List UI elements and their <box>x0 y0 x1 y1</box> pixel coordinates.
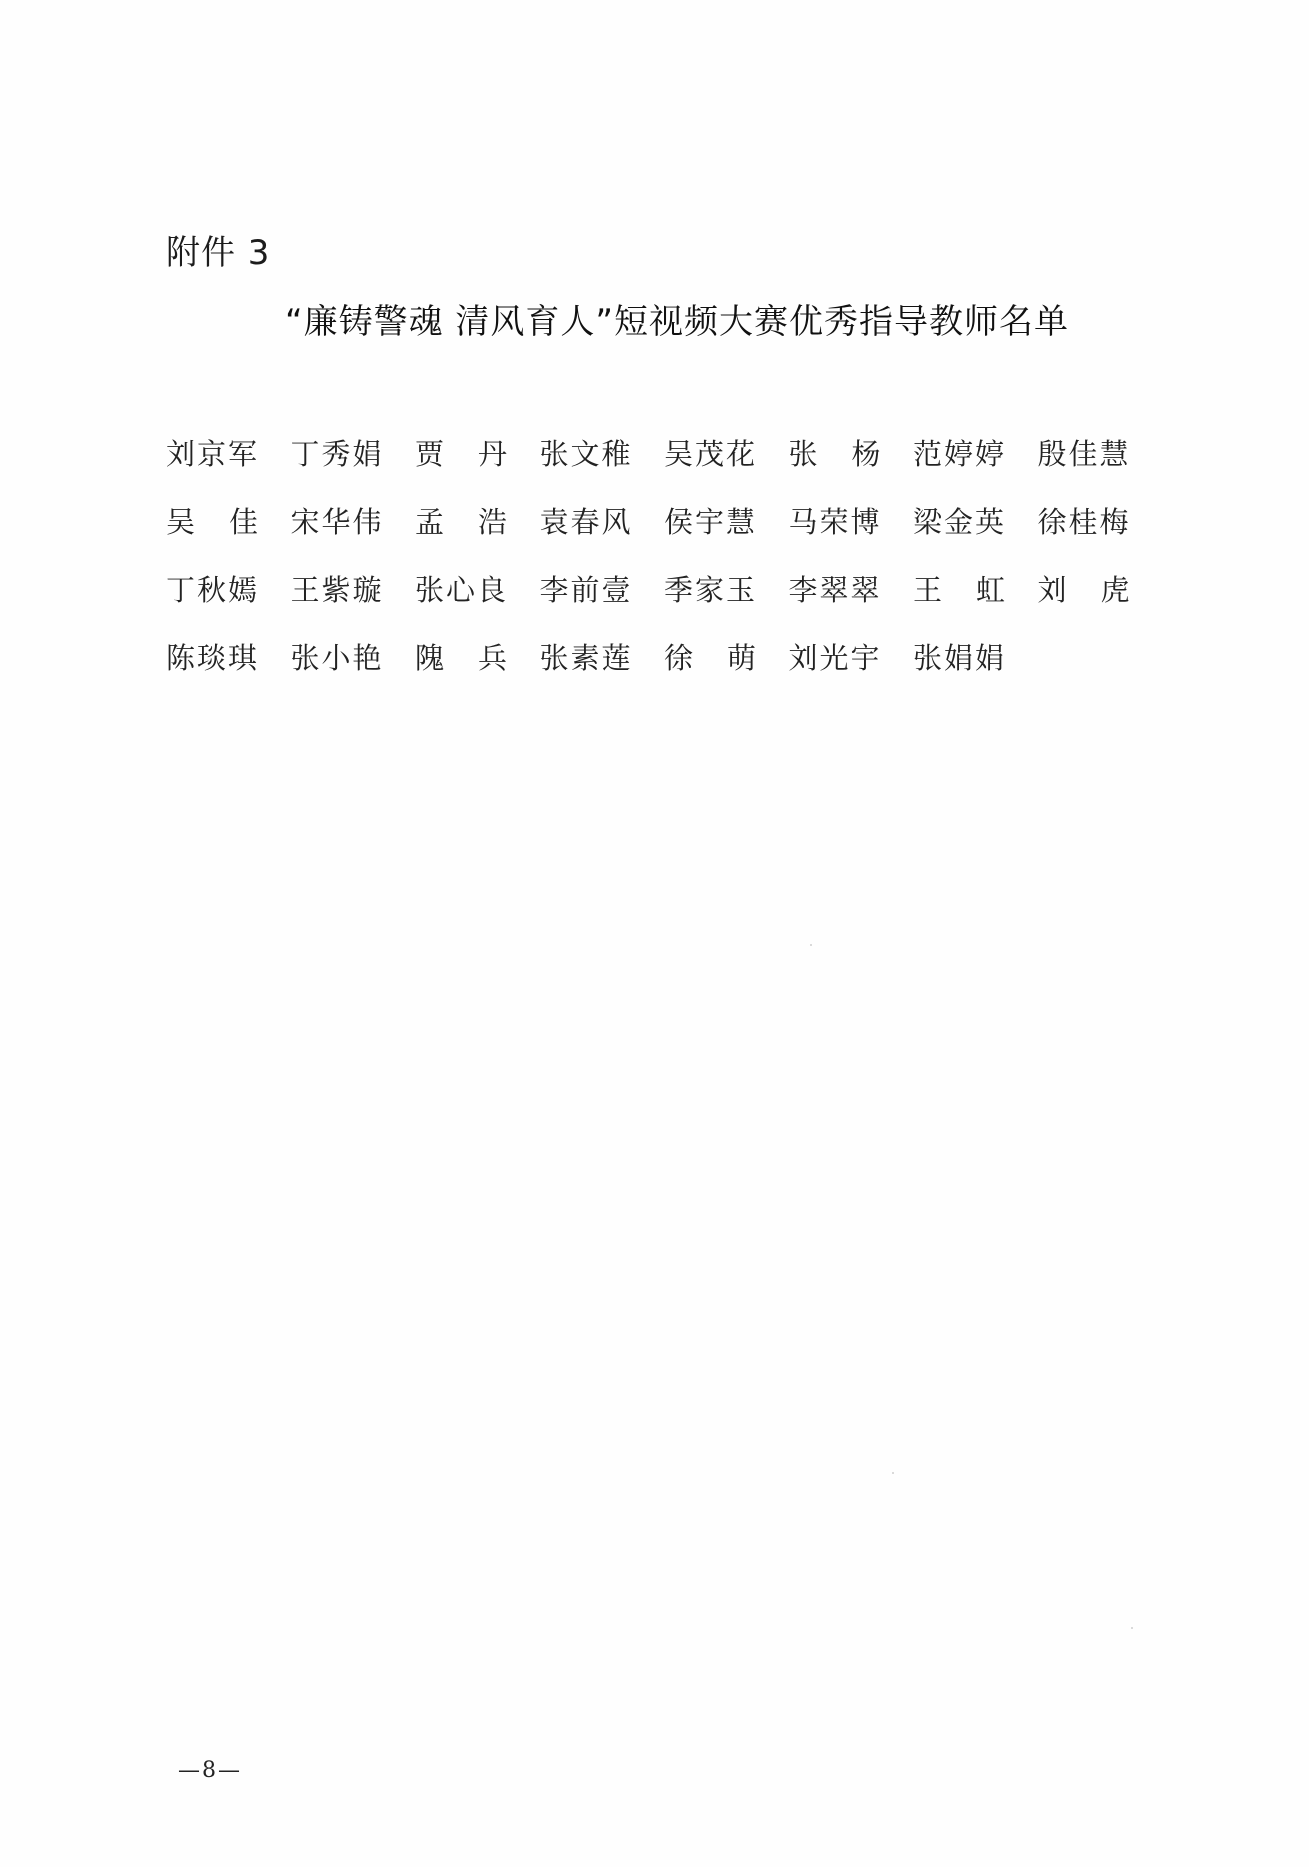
teacher-name: 袁春风 <box>539 505 633 539</box>
teacher-name: 刘光宇 <box>788 641 882 675</box>
scan-speck <box>1131 1627 1133 1629</box>
page-number: —8— <box>178 1758 242 1783</box>
teacher-name: 张娟娟 <box>913 641 1007 675</box>
teacher-name: 刘京军 <box>166 437 260 471</box>
teacher-name: 王 虹 <box>913 573 1005 607</box>
teacher-name: 贾 丹 <box>415 437 507 471</box>
teacher-name: 吴 佳 <box>166 505 258 539</box>
teacher-name: 侯宇慧 <box>664 505 758 539</box>
teacher-name: 张素莲 <box>539 641 633 675</box>
teacher-name: 刘 虎 <box>1037 573 1130 607</box>
teacher-name: 陈琰琪 <box>166 641 260 675</box>
teacher-name: 李前壹 <box>539 573 633 607</box>
scan-speck <box>892 1472 894 1474</box>
teacher-name: 吴茂花 <box>664 437 758 471</box>
teacher-name: 徐桂梅 <box>1037 505 1131 539</box>
teacher-name: 隗 兵 <box>415 641 507 675</box>
teacher-name: 张心良 <box>415 573 509 607</box>
teacher-name: 梁金英 <box>913 505 1007 539</box>
teacher-name: 张文稚 <box>539 437 633 471</box>
teacher-name: 范婷婷 <box>913 437 1007 471</box>
teacher-name: 丁秀娟 <box>290 437 384 471</box>
teacher-name: 张 杨 <box>788 437 881 471</box>
teacher-name: 李翠翠 <box>788 573 882 607</box>
scan-speck <box>810 944 812 946</box>
document-title: “廉铸警魂 清风育人”短视频大赛优秀指导教师名单 <box>285 302 1070 342</box>
teacher-name: 马荣博 <box>788 505 882 539</box>
teacher-name: 宋华伟 <box>290 505 384 539</box>
teacher-name: 丁秋嫣 <box>166 573 260 607</box>
teacher-name: 孟 浩 <box>415 505 507 539</box>
teacher-name: 徐 萌 <box>664 641 756 675</box>
teacher-name: 张小艳 <box>290 641 384 675</box>
teacher-name: 王紫璇 <box>290 573 384 607</box>
attachment-label: 附件 3 <box>166 233 271 273</box>
teacher-name-list <box>166 430 1166 702</box>
teacher-name: 季家玉 <box>664 573 758 607</box>
teacher-name: 殷佳慧 <box>1037 437 1131 471</box>
